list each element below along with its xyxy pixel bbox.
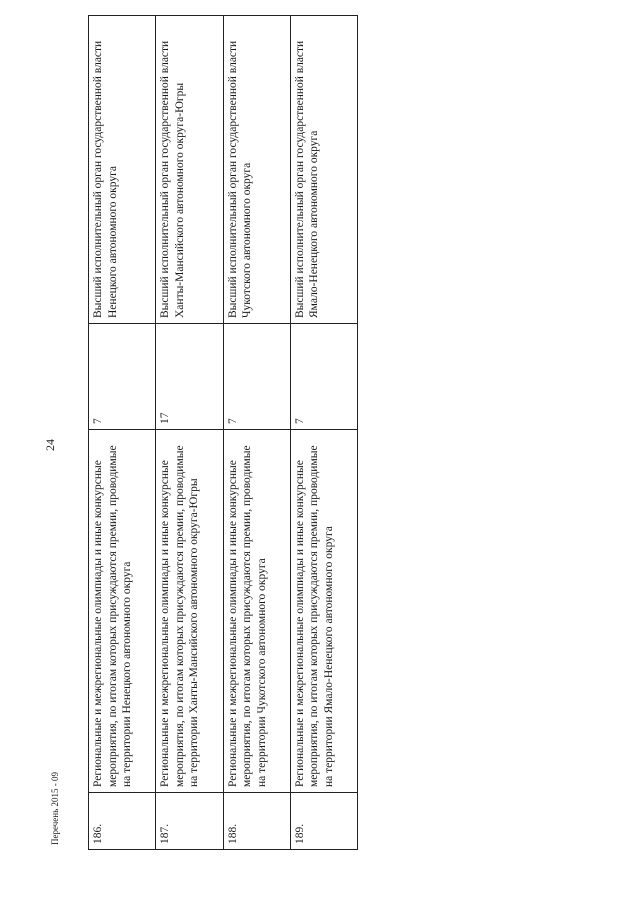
table-row [290, 16, 357, 850]
olympiad-list-table [88, 15, 358, 850]
event-description: Региональные и межрегиональные олимпиады и иные конкурсные мероприятия, по итогам которых присуждаются премии, проводимые на территории Ненецкого автономного округа [89, 430, 156, 793]
row-number: 187. [156, 793, 223, 850]
row-number: 188. [223, 793, 290, 850]
event-description: Региональные и межрегиональные олимпиады и иные конкурсные мероприятия, по итогам которых присуждаются премии, проводимые на территории Чукотского автономного округа [223, 430, 290, 793]
event-description: Региональные и межрегиональные олимпиады и иные конкурсные мероприятия, по итогам которых присуждаются премии, проводимые на территории Ямало-Ненецкого автономного округа [290, 430, 357, 793]
row-number: 186. [89, 793, 156, 850]
organizing-body: Высший исполнительный орган государственной власти Ненецкого автономного округа [89, 16, 156, 324]
row-number: 189. [290, 793, 357, 850]
document-footer: Перечень 2015 - 09 [50, 772, 60, 845]
level-count: 7 [223, 324, 290, 430]
level-count: 17 [156, 324, 223, 430]
page-number: 24 [43, 439, 57, 451]
event-description: Региональные и межрегиональные олимпиады и иные конкурсные мероприятия, по итогам которых присуждаются премии, проводимые на территории Ханты-Мансийского автономного округа-Югры [156, 430, 223, 793]
table-row [89, 16, 156, 850]
organizing-body: Высший исполнительный орган государственной власти Чукотского автономного округа [223, 16, 290, 324]
table-row [156, 16, 223, 850]
rotated-table-wrapper [88, 40, 358, 850]
level-count: 7 [89, 324, 156, 430]
organizing-body: Высший исполнительный орган государственной власти Ямало-Ненецкого автономного округа [290, 16, 357, 324]
table-row [223, 16, 290, 850]
organizing-body: Высший исполнительный орган государственной власти Ханты-Мансийского автономного округа-Югры [156, 16, 223, 324]
level-count: 7 [290, 324, 357, 430]
